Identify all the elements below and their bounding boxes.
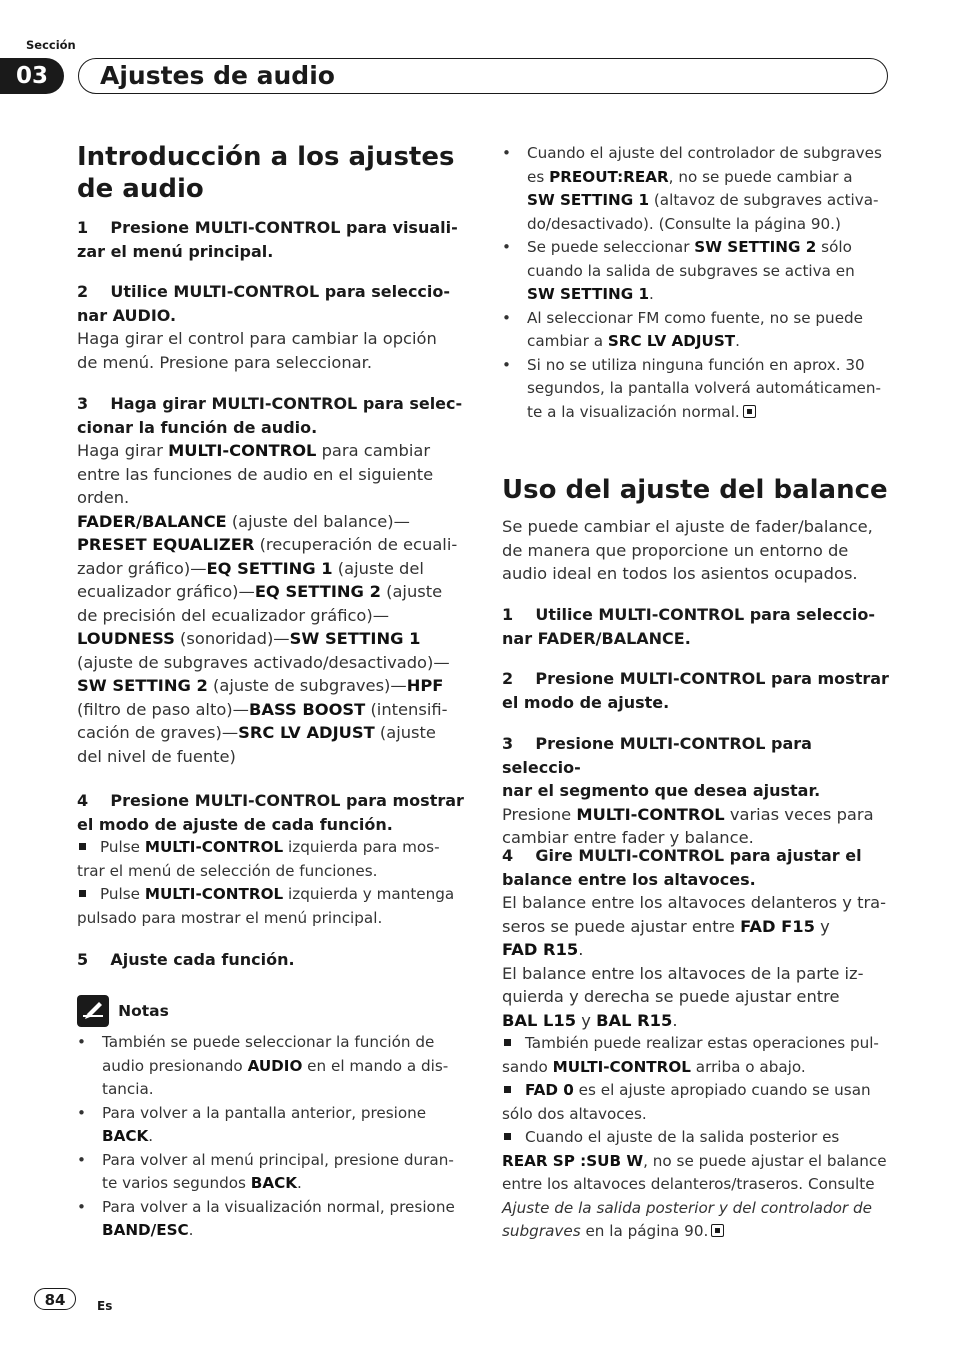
step-text: nar FADER/BALANCE. (502, 628, 691, 648)
bullet-item: subgraves en la página 90. (502, 1220, 894, 1244)
step-text: balance entre los altavoces. (502, 869, 756, 889)
body-text: Se puede cambiar el ajuste de fader/balance, (502, 517, 873, 536)
body-text: del nivel de fuente) (77, 746, 236, 766)
section-title: Ajustes de audio (100, 61, 335, 90)
step-text: el modo de ajuste de cada función. (77, 814, 393, 834)
body-text: audio ideal en todos los asientos ocupados. (502, 564, 858, 583)
body-text: FAD R15. (502, 940, 584, 959)
note-item: • También se puede seleccionar la función de audio presionando AUDIO en el mando a dis- tancia. (77, 1031, 467, 1102)
step-text: 3 Haga girar MULTI-CONTROL para selec- (77, 394, 463, 413)
note-item: • Cuando el ajuste del controlador de subgraves es PREOUT:REAR, no se puede cambiar a SW SETTING 1 (altavoz de subgraves activa- do/desactivado). (Consulte la página 90.) (502, 142, 894, 236)
left-title (77, 141, 465, 205)
body-text: ecualizador gráfico)—EQ SETTING 2 (ajuste (77, 582, 443, 601)
body-text: cación de graves)—SRC LV ADJUST (ajuste (77, 723, 436, 742)
step-text: zar el menú principal. (77, 241, 274, 261)
right-title-text: Uso del ajuste del balance (502, 475, 888, 505)
right-step-1 (502, 603, 894, 650)
step-text: 2 Utilice MULTI-CONTROL para seleccio- (77, 282, 451, 301)
bullet-item: pulsado para mostrar el menú principal. (77, 908, 383, 927)
bullet-item: sando MULTI-CONTROL arriba o abajo. (502, 1057, 806, 1076)
right-step-4 (502, 844, 894, 1244)
body-text: FADER/BALANCE (ajuste del balance)— (77, 511, 410, 531)
note-item: • Para volver a la pantalla anterior, presione BACK. (77, 1102, 467, 1149)
body-text: quierda y derecha se puede ajustar entre (502, 987, 840, 1006)
step-text: 5 Ajuste cada función. (77, 950, 295, 969)
page-number: 84 (34, 1288, 76, 1310)
right-intro (502, 515, 894, 586)
note-item: • Para volver a la visualización normal, presione BAND/ESC. (77, 1196, 467, 1243)
left-step-5 (77, 948, 465, 972)
body-text: (filtro de paso alto)—BASS BOOST (intensifi- (77, 699, 448, 719)
right-step-3 (502, 732, 894, 850)
body-text: El balance entre los altavoces delanteros y tra- (502, 893, 887, 912)
note-item: • Al seleccionar FM como fuente, no se puede cambiar a SRC LV ADJUST. (502, 307, 894, 354)
body-text: (ajuste de subgraves activado/desactivado)— (77, 652, 450, 672)
bullet-item: entre los altavoces delanteros/traseros. Consulte (502, 1175, 875, 1193)
step-text: el modo de ajuste. (502, 692, 670, 712)
right-notes-cont (502, 142, 894, 424)
left-title-text: Introducción a los ajustes de audio (77, 142, 455, 204)
bullet-item: sólo dos altavoces. (502, 1104, 647, 1123)
left-step-4 (77, 789, 467, 930)
section-label: Sección (26, 38, 76, 52)
bullet-item: Cuando el ajuste de la salida posterior es (502, 1126, 894, 1150)
note-item: • Para volver al menú principal, presione duran- te varios segundos BACK. (77, 1149, 467, 1196)
step-text: 2 Presione MULTI-CONTROL para mostrar (502, 669, 889, 688)
left-step-3 (77, 392, 465, 768)
notes-title: Notas (118, 1002, 169, 1020)
step-text: 1 Utilice MULTI-CONTROL para seleccio- (502, 605, 876, 624)
body-text: BAL L15 y BAL R15. (502, 1010, 678, 1030)
bullet-item: Ajuste de la salida posterior y del controlador de (502, 1198, 872, 1217)
end-mark-icon (711, 1224, 724, 1237)
notes-header (77, 995, 467, 1027)
right-title (502, 474, 892, 506)
bullet-item: Pulse MULTI-CONTROL izquierda y mantenga (77, 883, 467, 907)
body-text: de manera que proporcione un entorno de (502, 540, 849, 560)
body-text: zador gráfico)—EQ SETTING 1 (ajuste del (77, 558, 424, 578)
body-text: Haga girar el control para cambiar la opción (77, 329, 437, 348)
body-text: cambiar entre fader y balance. (502, 828, 754, 847)
bullet-item: FAD 0 es el ajuste apropiado cuando se usan (502, 1079, 894, 1103)
language-code: Es (97, 1299, 113, 1313)
bullet-item: También puede realizar estas operaciones pul- (502, 1032, 894, 1056)
note-item: • Si no se utiliza ninguna función en aprox. 30 segundos, la pantalla volverá automáticamen- te a la visualización normal. (502, 354, 894, 425)
step-text: cionar la función de audio. (77, 417, 318, 437)
step-text: nar AUDIO. (77, 305, 177, 325)
left-step-1 (77, 216, 465, 263)
body-text: LOUDNESS (sonoridad)—SW SETTING 1 (77, 629, 421, 648)
step-text: 4 Gire MULTI-CONTROL para ajustar el (502, 846, 862, 865)
note-item: • Se puede seleccionar SW SETTING 2 sólo cuando la salida de subgraves se activa en SW SETTING 1. (502, 236, 894, 307)
body-text: Presione MULTI-CONTROL varias veces para (502, 804, 874, 824)
body-text: orden. (77, 488, 130, 507)
body-text: seros se puede ajustar entre FAD F15 y (502, 916, 830, 936)
body-text: Haga girar MULTI-CONTROL para cambiar (77, 441, 431, 460)
bullet-item: Pulse MULTI-CONTROL izquierda para mos- (77, 836, 467, 860)
pencil-icon (77, 995, 109, 1027)
end-mark-icon (743, 405, 756, 418)
bullet-item: REAR SP :SUB W, no se puede ajustar el balance (502, 1151, 887, 1170)
body-text: PRESET EQUALIZER (recuperación de ecuali- (77, 535, 458, 554)
step-text: nar el segmento que desea ajustar. (502, 781, 821, 800)
step-text: 1 Presione MULTI-CONTROL para visuali- (77, 218, 458, 237)
right-step-2 (502, 667, 894, 714)
step-text: 4 Presione MULTI-CONTROL para mostrar (77, 791, 464, 810)
section-number-badge: 03 (0, 58, 64, 94)
left-step-2 (77, 280, 465, 374)
body-text: de precisión del ecualizador gráfico)— (77, 605, 390, 625)
bullet-item: trar el menú de selección de funciones. (77, 861, 378, 880)
body-text: SW SETTING 2 (ajuste de subgraves)—HPF (77, 676, 444, 695)
notes-list (77, 1031, 467, 1243)
body-text: entre las funciones de audio en el siguiente (77, 464, 434, 484)
body-text: El balance entre los altavoces de la parte iz- (502, 963, 864, 983)
step-text: 3 Presione MULTI-CONTROL para seleccio- (502, 734, 812, 777)
body-text: de menú. Presione para seleccionar. (77, 352, 373, 372)
